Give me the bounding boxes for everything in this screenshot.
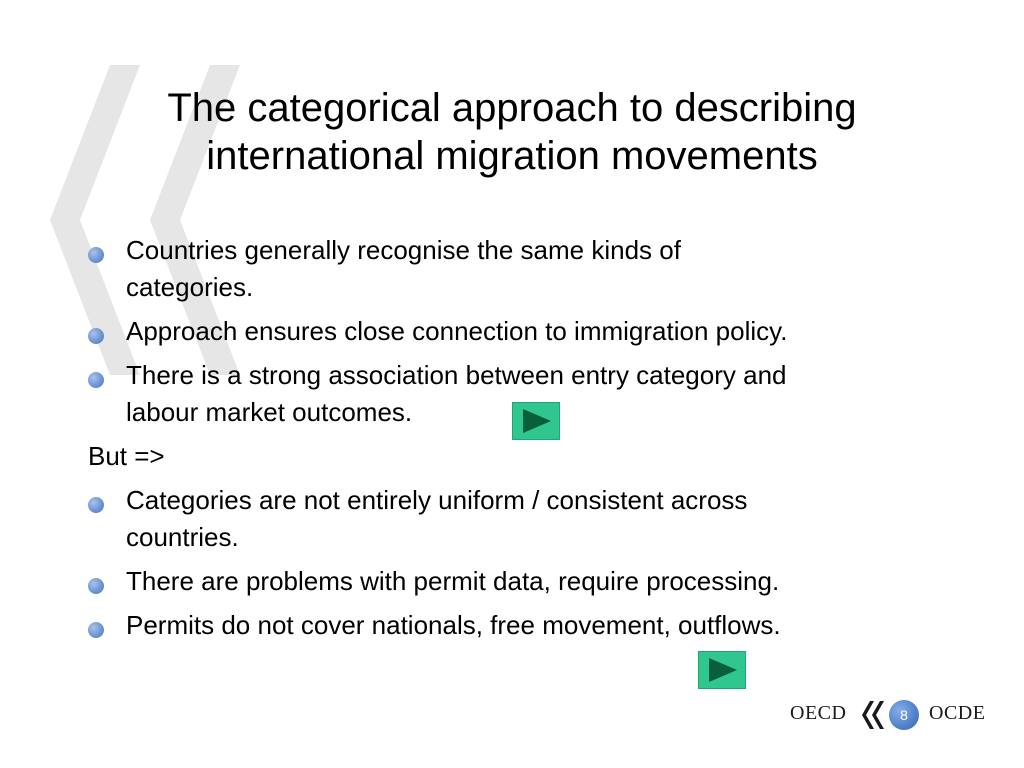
- bullet-dot-icon: [88, 328, 104, 344]
- bullet-text: Countries generally recognise the same kinds of: [126, 235, 681, 265]
- footer-right-text: OCDE: [929, 702, 986, 724]
- bullet-text: labour market outcomes.: [126, 397, 413, 427]
- bullet-dot-icon: [88, 578, 104, 594]
- slide-body: [88, 232, 948, 651]
- page-number-badge: 8: [889, 700, 919, 730]
- bullet-text: countries.: [126, 522, 239, 552]
- oecd-logo-footer: [790, 700, 1000, 730]
- slide-title: [0, 84, 1024, 180]
- bullet-text: categories.: [126, 272, 254, 302]
- play-button[interactable]: [698, 651, 746, 689]
- bullet-dot-icon: [88, 622, 104, 638]
- bullet-text: There is a strong association between entry category and: [126, 360, 787, 390]
- bullet-item: [88, 482, 948, 556]
- title-line-1: The categorical approach to describing: [167, 86, 857, 130]
- footer-left-text: OECD: [790, 702, 847, 724]
- bullet-text: Categories are not entirely uniform / consistent across: [126, 485, 748, 515]
- bullet-text: Permits do not cover nationals, free movement, outflows.: [126, 610, 781, 640]
- bullet-text: There are problems with permit data, require processing.: [126, 566, 780, 596]
- play-icon: [521, 407, 553, 435]
- bullet-item: [88, 232, 948, 306]
- bullet-item: [88, 313, 948, 350]
- bullet-text: Approach ensures close connection to immigration policy.: [126, 316, 788, 346]
- bullet-dot-icon: [88, 247, 104, 263]
- bullet-item: [88, 563, 948, 600]
- bullet-dot-icon: [88, 497, 104, 513]
- bullet-item: [88, 607, 948, 644]
- play-button[interactable]: [512, 402, 560, 440]
- play-icon: [707, 656, 739, 684]
- bullet-dot-icon: [88, 372, 104, 388]
- oecd-logo-icon: [860, 700, 888, 730]
- title-line-2: international migration movements: [206, 134, 818, 178]
- but-text: But =>: [88, 441, 165, 471]
